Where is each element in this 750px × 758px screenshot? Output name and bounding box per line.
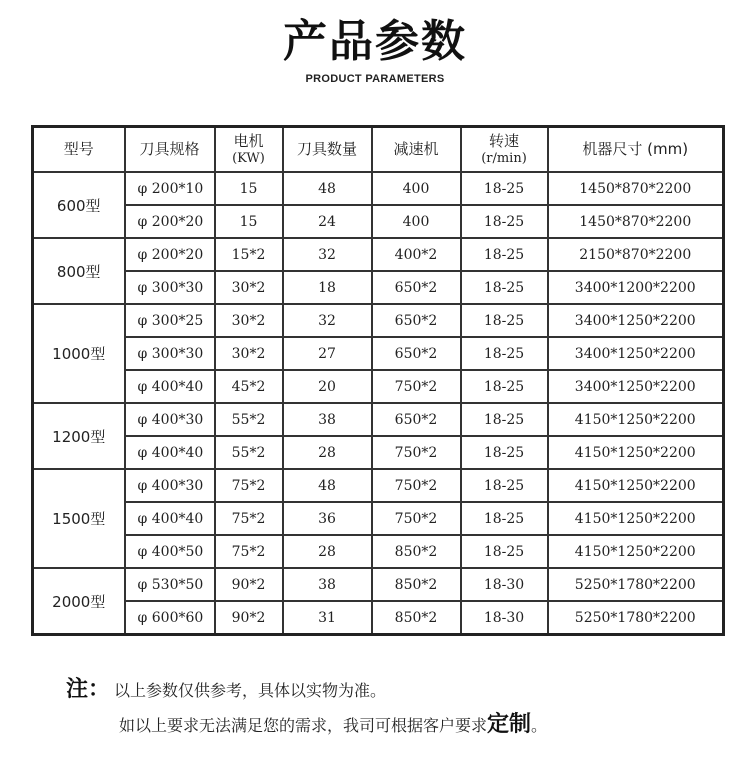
reducer-cell: 850*2 — [372, 601, 461, 635]
header-motor-unit: (KW) — [232, 150, 265, 166]
note-line-2 — [66, 711, 736, 740]
page-title: 产品参数 — [283, 16, 467, 67]
note-emphasis: 定制 — [487, 712, 532, 737]
blade-spec-cell: φ 400*40 — [125, 436, 215, 469]
reducer-cell: 850*2 — [372, 568, 461, 601]
blade-count-cell: 18 — [283, 271, 372, 304]
note-line-1 — [66, 676, 736, 705]
reducer-cell: 400*2 — [372, 238, 461, 271]
blade-spec-cell: φ 400*40 — [125, 370, 215, 403]
speed-cell: 18-25 — [461, 238, 548, 271]
header-blade-spec: 刀具规格 — [125, 127, 215, 173]
header-motor-label: 电机 — [233, 131, 264, 150]
blade-spec-cell: φ 200*10 — [125, 172, 215, 205]
speed-cell: 18-25 — [461, 337, 548, 370]
reducer-cell: 850*2 — [372, 535, 461, 568]
dimensions-cell: 3400*1200*2200 — [548, 271, 724, 304]
product-parameters-table — [31, 125, 725, 636]
note-text-1: 以上参数仅供参考，具体以实物为准。 — [114, 681, 387, 700]
blade-spec-cell: φ 400*40 — [125, 502, 215, 535]
header-motor — [215, 127, 283, 173]
motor-cell: 90*2 — [215, 601, 283, 635]
motor-cell: 15 — [215, 205, 283, 238]
model-cell: 1500型 — [33, 469, 125, 568]
motor-cell: 45*2 — [215, 370, 283, 403]
speed-cell: 18-30 — [461, 601, 548, 635]
blade-spec-cell: φ 300*30 — [125, 271, 215, 304]
motor-cell: 30*2 — [215, 337, 283, 370]
dimensions-cell: 4150*1250*2200 — [548, 469, 724, 502]
blade-count-cell: 38 — [283, 403, 372, 436]
blade-spec-cell: φ 530*50 — [125, 568, 215, 601]
blade-count-cell: 48 — [283, 172, 372, 205]
blade-spec-cell: φ 200*20 — [125, 238, 215, 271]
speed-cell: 18-25 — [461, 205, 548, 238]
motor-cell: 90*2 — [215, 568, 283, 601]
speed-cell: 18-25 — [461, 370, 548, 403]
reducer-cell: 400 — [372, 172, 461, 205]
dimensions-cell: 3400*1250*2200 — [548, 370, 724, 403]
dimensions-cell: 4150*1250*2200 — [548, 436, 724, 469]
dimensions-cell: 4150*1250*2200 — [548, 403, 724, 436]
header-speed-unit: (r/min) — [481, 150, 527, 166]
dimensions-cell: 2150*870*2200 — [548, 238, 724, 271]
reducer-cell: 750*2 — [372, 502, 461, 535]
table-row — [33, 502, 724, 535]
model-cell: 1000型 — [33, 304, 125, 403]
table-row — [33, 403, 724, 436]
note-label: 注： — [66, 677, 111, 702]
blade-count-cell: 28 — [283, 535, 372, 568]
blade-spec-cell: φ 400*30 — [125, 403, 215, 436]
header-speed-label: 转速 — [488, 131, 519, 150]
reducer-cell: 650*2 — [372, 403, 461, 436]
blade-count-cell: 24 — [283, 205, 372, 238]
motor-cell: 75*2 — [215, 535, 283, 568]
dimensions-cell: 1450*870*2200 — [548, 172, 724, 205]
speed-cell: 18-25 — [461, 403, 548, 436]
header-speed — [461, 127, 548, 173]
table-row — [33, 436, 724, 469]
speed-cell: 18-25 — [461, 271, 548, 304]
speed-cell: 18-25 — [461, 436, 548, 469]
blade-count-cell: 32 — [283, 304, 372, 337]
blade-spec-cell: φ 400*50 — [125, 535, 215, 568]
table-row — [33, 568, 724, 601]
dimensions-cell: 5250*1780*2200 — [548, 601, 724, 635]
speed-cell: 18-25 — [461, 469, 548, 502]
dimensions-cell: 5250*1780*2200 — [548, 568, 724, 601]
blade-spec-cell: φ 300*30 — [125, 337, 215, 370]
header-blade-count: 刀具数量 — [283, 127, 372, 173]
header-model: 型号 — [33, 127, 125, 173]
table-row — [33, 271, 724, 304]
speed-cell: 18-25 — [461, 304, 548, 337]
notes-section — [66, 676, 736, 740]
dimensions-cell: 3400*1250*2200 — [548, 337, 724, 370]
motor-cell: 55*2 — [215, 403, 283, 436]
dimensions-cell: 4150*1250*2200 — [548, 502, 724, 535]
table-row — [33, 601, 724, 635]
dimensions-cell: 1450*870*2200 — [548, 205, 724, 238]
header-reducer: 减速机 — [372, 127, 461, 173]
blade-spec-cell: φ 600*60 — [125, 601, 215, 635]
note-text-2: 如以上要求无法满足您的需求，我司可根据客户要求 — [119, 716, 488, 735]
motor-cell: 55*2 — [215, 436, 283, 469]
note-text-2-suffix: 。 — [531, 716, 548, 735]
reducer-cell: 650*2 — [372, 337, 461, 370]
blade-count-cell: 36 — [283, 502, 372, 535]
blade-spec-cell: φ 300*25 — [125, 304, 215, 337]
table-row — [33, 370, 724, 403]
blade-count-cell: 48 — [283, 469, 372, 502]
motor-cell: 15 — [215, 172, 283, 205]
blade-count-cell: 32 — [283, 238, 372, 271]
blade-count-cell: 27 — [283, 337, 372, 370]
motor-cell: 30*2 — [215, 304, 283, 337]
motor-cell: 75*2 — [215, 502, 283, 535]
speed-cell: 18-25 — [461, 502, 548, 535]
blade-count-cell: 20 — [283, 370, 372, 403]
speed-cell: 18-25 — [461, 172, 548, 205]
table-row — [33, 337, 724, 370]
blade-spec-cell: φ 200*20 — [125, 205, 215, 238]
header-dimensions: 机器尺寸 (mm) — [548, 127, 724, 173]
reducer-cell: 650*2 — [372, 304, 461, 337]
table-row — [33, 205, 724, 238]
motor-cell: 15*2 — [215, 238, 283, 271]
table-row — [33, 238, 724, 271]
blade-count-cell: 38 — [283, 568, 372, 601]
reducer-cell: 750*2 — [372, 436, 461, 469]
blade-spec-cell: φ 400*30 — [125, 469, 215, 502]
dimensions-cell: 4150*1250*2200 — [548, 535, 724, 568]
table-row — [33, 535, 724, 568]
dimensions-cell: 3400*1250*2200 — [548, 304, 724, 337]
motor-cell: 75*2 — [215, 469, 283, 502]
blade-count-cell: 28 — [283, 436, 372, 469]
speed-cell: 18-30 — [461, 568, 548, 601]
model-cell: 800型 — [33, 238, 125, 304]
reducer-cell: 750*2 — [372, 370, 461, 403]
table-header-row — [33, 127, 724, 173]
blade-count-cell: 31 — [283, 601, 372, 635]
reducer-cell: 750*2 — [372, 469, 461, 502]
reducer-cell: 400 — [372, 205, 461, 238]
model-cell: 1200型 — [33, 403, 125, 469]
speed-cell: 18-25 — [461, 535, 548, 568]
page-subtitle: PRODUCT PARAMETERS — [305, 73, 445, 85]
table-row — [33, 304, 724, 337]
table-row — [33, 469, 724, 502]
reducer-cell: 650*2 — [372, 271, 461, 304]
model-cell: 600型 — [33, 172, 125, 238]
model-cell: 2000型 — [33, 568, 125, 635]
table-row — [33, 172, 724, 205]
motor-cell: 30*2 — [215, 271, 283, 304]
